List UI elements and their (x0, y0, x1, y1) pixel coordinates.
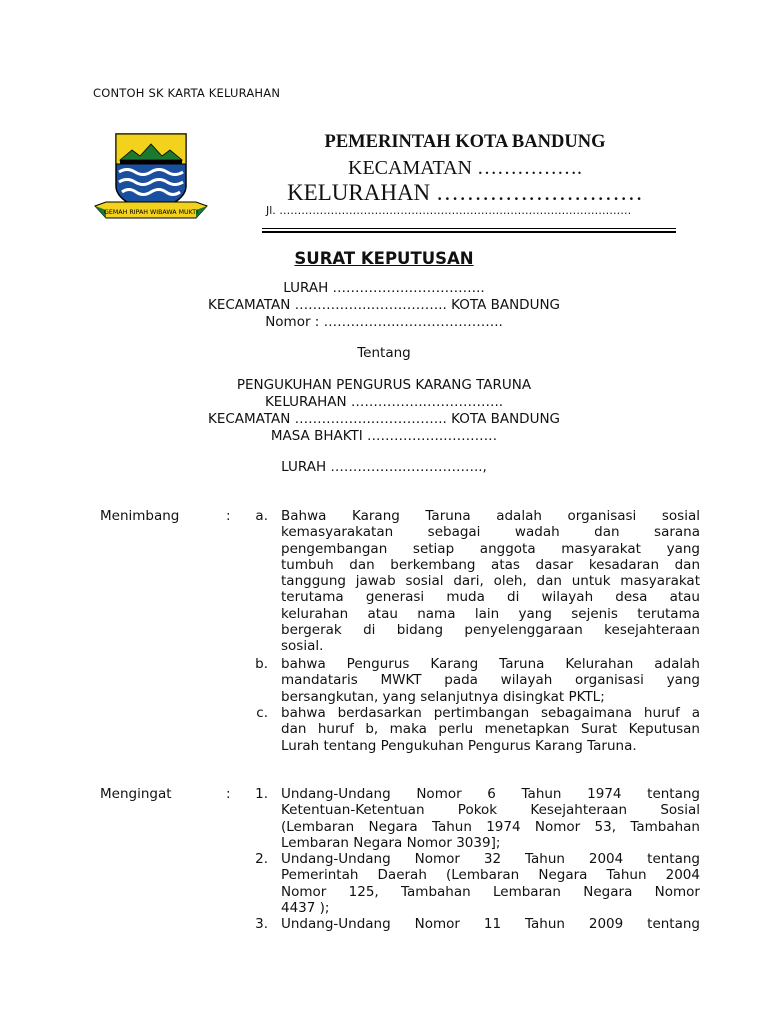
letterhead-government: PEMERINTAH KOTA BANDUNG (324, 132, 606, 152)
subject-line: KECAMATAN ……………..…………….. KOTA BANDUNG (207, 411, 561, 427)
document-title: SURAT KEPUTUSAN (294, 249, 474, 268)
mengingat-item-3: Undang-Undang Nomor 11 Tahun 2009 tentang (281, 916, 700, 932)
mengingat-label: Mengingat (100, 786, 172, 802)
letterhead-address: Jl. …………………………………………………………………………………… (266, 204, 632, 217)
lurah-salutation: LURAH ……………..…………….., (281, 459, 487, 475)
subject-block (0, 377, 768, 445)
menimbang-item-a: Bahwa Karang Taruna adalah organisasi sosial kemasyarakatan sebagai wadah dan sarana pengembangan setiap anggota masyarakat yang tumbuh dan berkembang atas dasar kesadaran dan tanggung jawab sosial dari, oleh, dan untuk masyarakat terutama generasi muda di wilayah desa atau kelurahan atau nama lain yang sejenis terutama bergerak di bidang penyelenggaraan kesejahteraan sosial. (281, 508, 700, 655)
menimbang-item-b: bahwa Pengurus Karang Taruna Kelurahan adalah mandataris MWKT pada wilayah organisasi yang bersangkutan, yang selanjutnya disingkat PKTL; (281, 656, 700, 705)
mengingat-item-1: Undang-Undang Nomor 6 Tahun 1974 tentang Ketentuan-Ketentuan Pokok Kesejahteraan Sosial (Lembaran Negara Tahun 1974 Nomor 53, Tambahan Lembaran Negara Nomor 3039]; (281, 786, 700, 851)
menimbang-item-marker: b. (255, 656, 268, 672)
issuer-block (0, 280, 768, 331)
letterhead-kelurahan: KELURAHAN ……………………… (287, 180, 643, 205)
letterhead-kecamatan: KECAMATAN ……………. (348, 157, 582, 179)
subject-line: MASA BHAKTI ……………..………… (270, 428, 498, 444)
subject-line: PENGUKUHAN PENGURUS KARANG TARUNA (236, 377, 532, 393)
menimbang-colon: : (226, 508, 231, 524)
issuer-line: LURAH ……………..…………….. (283, 280, 485, 296)
letterhead-divider-thick (262, 231, 676, 233)
document-caption: CONTOH SK KARTA KELURAHAN (93, 86, 281, 100)
letterhead-divider (262, 228, 676, 229)
mengingat-item-marker: 2. (255, 851, 268, 867)
tentang-label: Tentang (357, 345, 411, 361)
mengingat-item-marker: 1. (255, 786, 268, 802)
svg-text:GEMAH RIPAH WIBAWA MUKTI: GEMAH RIPAH WIBAWA MUKTI (104, 209, 198, 216)
subject-line: KELURAHAN ……………..…………….. (264, 394, 504, 410)
mengingat-item-2: Undang-Undang Nomor 32 Tahun 2004 tentang Pemerintah Daerah (Lembaran Negara Tahun 2004 Nomor 125, Tambahan Lembaran Negara Nomor 4437 ); (281, 851, 700, 916)
menimbang-item-marker: a. (255, 508, 268, 524)
menimbang-label: Menimbang (100, 508, 180, 524)
mengingat-item-marker: 3. (255, 916, 268, 932)
bandung-coat-of-arms-logo (92, 128, 210, 222)
mengingat-colon: : (226, 786, 231, 802)
issuer-line: KECAMATAN ……………..…………….. KOTA BANDUNG (207, 297, 561, 313)
menimbang-item-c: bahwa berdasarkan pertimbangan sebagaimana huruf a dan huruf b, maka perlu menetapkan Surat Keputusan Lurah tentang Pengukuhan Pengurus Karang Taruna. (281, 705, 700, 754)
menimbang-item-marker: c. (256, 705, 268, 721)
issuer-line: Nomor : ……………..………………….. (265, 314, 503, 330)
